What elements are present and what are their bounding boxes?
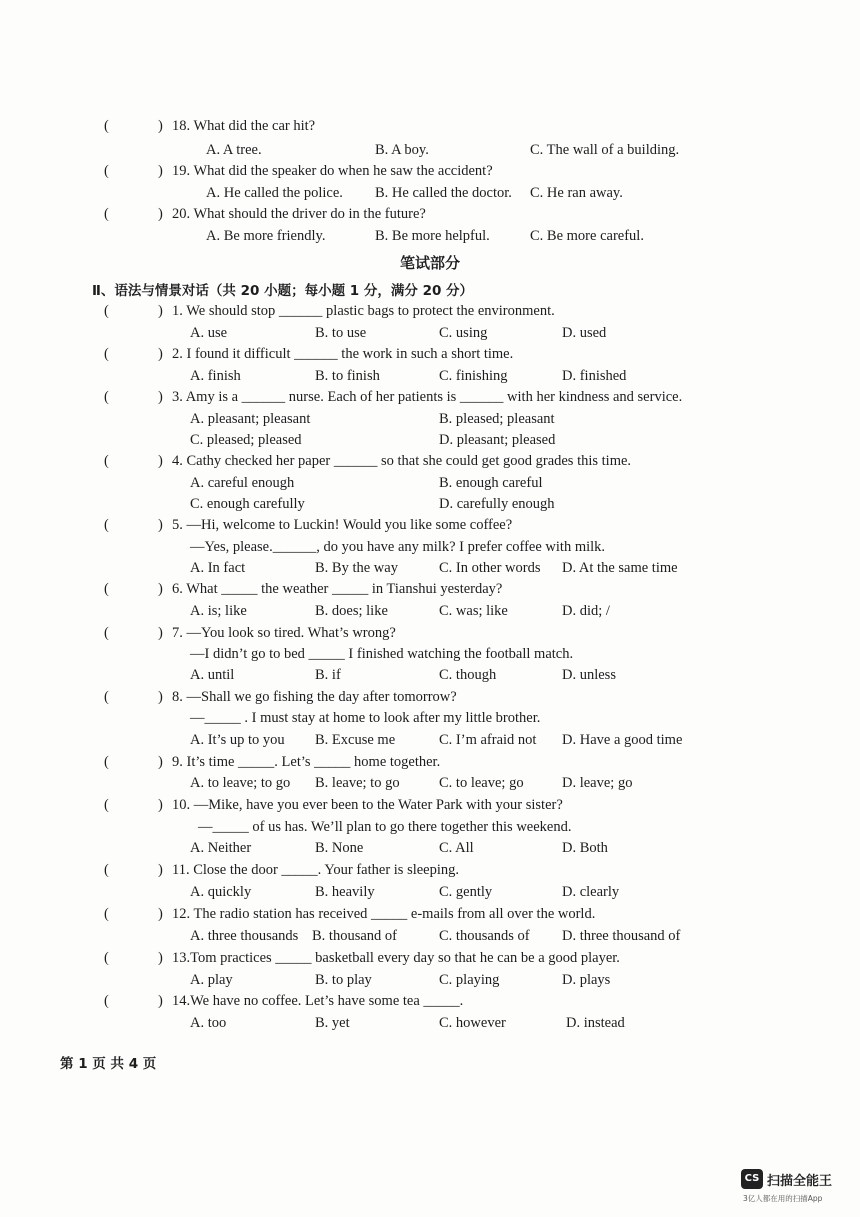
option-c: C. thousands of — [439, 928, 530, 944]
question-5-reply: —Yes, please.______, do you have any milk? I prefer coffee with milk. — [190, 539, 606, 555]
option-d: D. used — [562, 325, 607, 341]
answer-bracket-left: ( — [104, 581, 109, 597]
option-b: B. to finish — [315, 368, 380, 384]
option-a: A. He called the police. — [206, 185, 343, 201]
scanner-tagline: 3亿人都在用的扫描App — [743, 1194, 823, 1203]
answer-bracket-right: ) — [158, 754, 163, 770]
option-d: D. plays — [562, 972, 611, 988]
answer-bracket-left: ( — [104, 517, 109, 533]
answer-bracket-right: ) — [158, 950, 163, 966]
option-c: C. however — [439, 1015, 506, 1031]
option-b: B. leave; to go — [315, 775, 400, 791]
option-b: B. heavily — [315, 884, 375, 900]
question-12: 12. The radio station has received _____ e-mails from all over the world. — [172, 906, 596, 922]
option-a: A. Be more friendly. — [206, 228, 326, 244]
answer-bracket-left: ( — [104, 689, 109, 705]
camscanner-logo-icon: CS — [741, 1169, 763, 1189]
question-9: 9. It’s time _____. Let’s _____ home together. — [172, 754, 441, 770]
answer-bracket-left: ( — [104, 453, 109, 469]
answer-bracket-left: ( — [104, 906, 109, 922]
question-7-reply: —I didn’t go to bed _____ I finished watching the football match. — [190, 646, 574, 662]
question-1: 1. We should stop ______ plastic bags to protect the environment. — [172, 303, 555, 319]
answer-bracket-left: ( — [104, 346, 109, 362]
option-c: C. using — [439, 325, 488, 341]
option-c: C. Be more careful. — [530, 228, 644, 244]
option-d: D. unless — [562, 667, 616, 683]
answer-bracket-right: ) — [158, 118, 163, 134]
option-a: A. In fact — [190, 560, 246, 576]
answer-bracket-right: ) — [158, 206, 163, 222]
option-a: A. A tree. — [206, 142, 262, 158]
answer-bracket-right: ) — [158, 303, 163, 319]
answer-bracket-right: ) — [158, 906, 163, 922]
option-d: D. clearly — [562, 884, 620, 900]
option-b: B. By the way — [315, 560, 398, 576]
option-c: C. gently — [439, 884, 493, 900]
answer-bracket-left: ( — [104, 993, 109, 1009]
option-c: C. He ran away. — [530, 185, 623, 201]
option-a: A. three thousands — [190, 928, 299, 944]
option-c: C. All — [439, 840, 474, 856]
option-d: D. three thousand of — [562, 928, 681, 944]
answer-bracket-right: ) — [158, 797, 163, 813]
scanner-app-name: 扫描全能王 — [767, 1174, 833, 1189]
question-4: 4. Cathy checked her paper ______ so that she could get good grades this time. — [172, 453, 632, 469]
answer-bracket-left: ( — [104, 950, 109, 966]
option-a: A. too — [190, 1015, 227, 1031]
answer-bracket-left: ( — [104, 163, 109, 179]
question-14: 14.We have no coffee. Let’s have some tea _____. — [172, 993, 464, 1009]
option-b: B. if — [315, 667, 341, 683]
option-a: A. pleasant; pleasant — [190, 411, 311, 427]
option-b: B. to use — [315, 325, 367, 341]
option-c: C. I’m afraid not — [439, 732, 537, 748]
option-c: C. enough carefully — [190, 496, 305, 512]
question-8-reply: —_____ . I must stay at home to look after my little brother. — [190, 710, 541, 726]
answer-bracket-right: ) — [158, 517, 163, 533]
option-c: C. The wall of a building. — [530, 142, 680, 158]
answer-bracket-right: ) — [158, 625, 163, 641]
question-3: 3. Amy is a ______ nurse. Each of her patients is ______ with her kindness and service. — [172, 389, 683, 405]
question-19: 19. What did the speaker do when he saw the accident? — [172, 163, 493, 179]
part-header: Ⅱ、语法与情景对话（共 20 小题；每小题 1 分，满分 20 分） — [92, 283, 474, 299]
scanner-watermark — [741, 1169, 837, 1207]
option-b: B. to play — [315, 972, 372, 988]
question-6: 6. What _____ the weather _____ in Tianshui yesterday? — [172, 581, 503, 597]
option-d: D. finished — [562, 368, 627, 384]
option-b: B. enough careful — [439, 475, 543, 491]
option-a: A. to leave; to go — [190, 775, 291, 791]
question-10: 10. —Mike, have you ever been to the Water Park with your sister? — [172, 797, 563, 813]
question-11: 11. Close the door _____. Your father is sleeping. — [172, 862, 460, 878]
question-10-reply: —_____ of us has. We’ll plan to go there together this weekend. — [198, 819, 572, 835]
answer-bracket-left: ( — [104, 797, 109, 813]
question-5: 5. —Hi, welcome to Luckin! Would you like some coffee? — [172, 517, 513, 533]
answer-bracket-left: ( — [104, 862, 109, 878]
question-7: 7. —You look so tired. What’s wrong? — [172, 625, 396, 641]
option-d: D. instead — [566, 1015, 625, 1031]
question-13: 13.Tom practices _____ basketball every day so that he can be a good player. — [172, 950, 620, 966]
option-c: C. playing — [439, 972, 500, 988]
question-8: 8. —Shall we go fishing the day after tomorrow? — [172, 689, 457, 705]
answer-bracket-left: ( — [104, 754, 109, 770]
answer-bracket-left: ( — [104, 206, 109, 222]
option-d: D. carefully enough — [439, 496, 555, 512]
option-b: B. Excuse me — [315, 732, 396, 748]
option-a: A. until — [190, 667, 235, 683]
option-b: B. He called the doctor. — [375, 185, 512, 201]
question-20: 20. What should the driver do in the future? — [172, 206, 426, 222]
section-title: 笔试部分 — [399, 254, 460, 272]
answer-bracket-right: ) — [158, 163, 163, 179]
option-a: A. use — [190, 325, 228, 341]
option-b: B. does; like — [315, 603, 388, 619]
answer-bracket-right: ) — [158, 993, 163, 1009]
option-d: D. leave; go — [562, 775, 633, 791]
answer-bracket-left: ( — [104, 389, 109, 405]
option-a: A. Neither — [190, 840, 252, 856]
option-c: C. In other words — [439, 560, 541, 576]
option-d: D. did; / — [562, 603, 610, 619]
option-d: D. Both — [562, 840, 608, 856]
answer-bracket-right: ) — [158, 581, 163, 597]
option-b: B. None — [315, 840, 364, 856]
option-d: D. Have a good time — [562, 732, 683, 748]
answer-bracket-right: ) — [158, 346, 163, 362]
option-b: B. pleased; pleasant — [439, 411, 555, 427]
option-c: C. to leave; go — [439, 775, 524, 791]
option-c: C. though — [439, 667, 497, 683]
answer-bracket-left: ( — [104, 625, 109, 641]
answer-bracket-left: ( — [104, 118, 109, 134]
option-c: C. pleased; pleased — [190, 432, 302, 448]
option-a: A. is; like — [190, 603, 247, 619]
option-d: D. At the same time — [562, 560, 678, 576]
option-a: A. quickly — [190, 884, 252, 900]
answer-bracket-right: ) — [158, 389, 163, 405]
page-number-footer: 第 1 页 共 4 页 — [60, 1056, 157, 1072]
answer-bracket-left: ( — [104, 303, 109, 319]
option-c: C. was; like — [439, 603, 508, 619]
option-b: B. thousand of — [312, 928, 397, 944]
answer-bracket-right: ) — [158, 689, 163, 705]
question-18: 18. What did the car hit? — [172, 118, 316, 134]
answer-bracket-right: ) — [158, 862, 163, 878]
answer-bracket-right: ) — [158, 453, 163, 469]
option-b: B. A boy. — [375, 142, 429, 158]
option-a: A. play — [190, 972, 233, 988]
option-b: B. yet — [315, 1015, 350, 1031]
question-2: 2. I found it difficult ______ the work in such a short time. — [172, 346, 514, 362]
option-a: A. finish — [190, 368, 241, 384]
option-a: A. It’s up to you — [190, 732, 285, 748]
option-c: C. finishing — [439, 368, 508, 384]
option-d: D. pleasant; pleased — [439, 432, 556, 448]
option-b: B. Be more helpful. — [375, 228, 490, 244]
option-a: A. careful enough — [190, 475, 295, 491]
